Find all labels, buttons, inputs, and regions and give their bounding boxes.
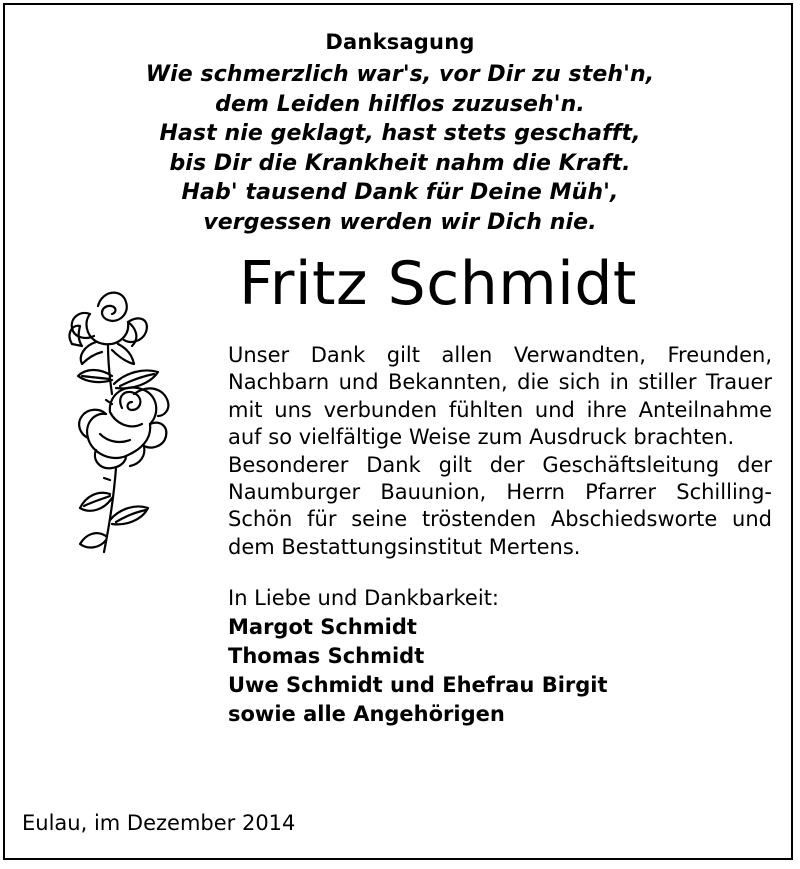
closing-line: In Liebe und Dankbarkeit: bbox=[228, 586, 500, 611]
signer: Uwe Schmidt und Ehefrau Birgit bbox=[228, 672, 608, 697]
rose-icon bbox=[60, 284, 180, 574]
thanks-text bbox=[228, 342, 772, 729]
signer: sowie alle Angehörigen bbox=[228, 701, 505, 726]
signer: Thomas Schmidt bbox=[228, 643, 425, 668]
notice-heading: Danksagung bbox=[325, 30, 475, 54]
poem-line: dem Leiden hilflos zuzuseh'n. bbox=[215, 91, 585, 117]
signer: Margot Schmidt bbox=[228, 614, 417, 639]
poem-line: Hab' tausend Dank für Deine Müh', bbox=[181, 180, 619, 206]
deceased-name: Fritz Schmidt bbox=[239, 249, 637, 319]
poem bbox=[0, 60, 800, 238]
poem-line: Wie schmerzlich war's, vor Dir zu steh'n, bbox=[145, 62, 655, 87]
signers bbox=[228, 613, 772, 729]
place-date: Eulau, im Dezember 2014 bbox=[22, 811, 296, 835]
thanks-paragraph: Unser Dank gilt allen Verwandten, Freunden, Nachbarn und Bekannten, die sich in stiller Trauer mit uns verbunden fühlten und ihre Anteilnahme auf so vielfältige Weise zum Ausdruck brachten. bbox=[228, 343, 772, 450]
poem-line: bis Dir die Krankheit nahm die Kraft. bbox=[169, 150, 631, 176]
poem-line: Hast nie geklagt, hast stets geschafft, bbox=[159, 121, 641, 147]
poem-line: vergessen werden wir Dich nie. bbox=[203, 209, 597, 235]
special-thanks-paragraph: Besonderer Dank gilt der Geschäftsleitung der Naumburger Bauunion, Herrn Pfarrer Schilling-Schön für seine tröstenden Abschiedsworte und dem Bestattungsinstitut Mertens. bbox=[228, 452, 772, 559]
